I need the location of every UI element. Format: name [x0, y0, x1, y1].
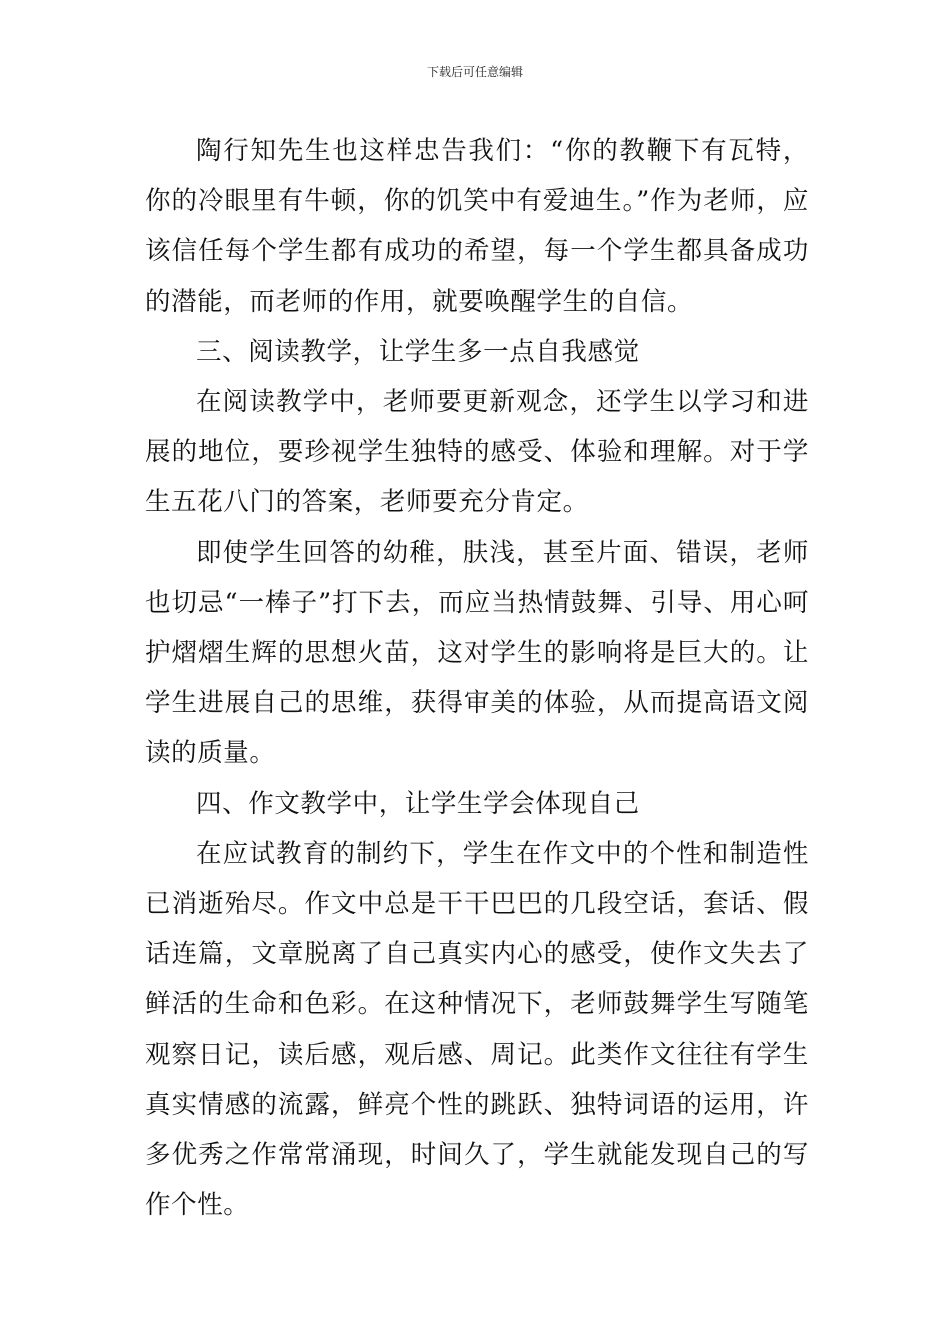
paragraph-reading-teaching: 在阅读教学中，老师要更新观念，还学生以学习和进展的地位，要珍视学生独特的感受、体验和理解。对于学生五花八门的答案，老师要充分肯定。	[145, 387, 809, 518]
paragraph-encourage-students: 即使学生回答的幼稚，肤浅，甚至片面、错误，老师也切忌“一棒子”打下去，而应当热情鼓舞、引导、用心呵护熠熠生辉的思想火苗，这对学生的影响将是巨大的。让学生进展自己的思维，获得审美的体验，从而提高语文阅读的质量。	[145, 537, 809, 769]
document-body	[145, 126, 809, 1230]
paragraph-tao-xingzhi-quote: 陶行知先生也这样忠告我们：“你的教鞭下有瓦特，你的冷眼里有牛顿，你的饥笑中有爱迪生。”作为老师，应该信任每个学生都有成功的希望，每一个学生都具备成功的潜能，而老师的作用，就要唤醒学生的自信。	[145, 136, 809, 317]
page-header: 下载后可任意编辑	[426, 65, 523, 79]
section-heading-writing: 四、作文教学中，让学生学会体现自己	[196, 788, 640, 819]
paragraph-writing-teaching: 在应试教育的制约下，学生在作文中的个性和制造性已消逝殆尽。作文中总是干干巴巴的几段空话，套话、假话连篇，文章脱离了自己真实内心的感受，使作文失去了鲜活的生命和色彩。在这种情况下，老师鼓舞学生写随笔观察日记，读后感，观后感、周记。此类作文往往有学生真实情感的流露，鲜亮个性的跳跃、独特词语的运用，许多优秀之作常常涌现，时间久了，学生就能发现自己的写作个性。	[145, 838, 809, 1221]
section-heading-reading: 三、阅读教学，让学生多一点自我感觉	[196, 336, 640, 367]
